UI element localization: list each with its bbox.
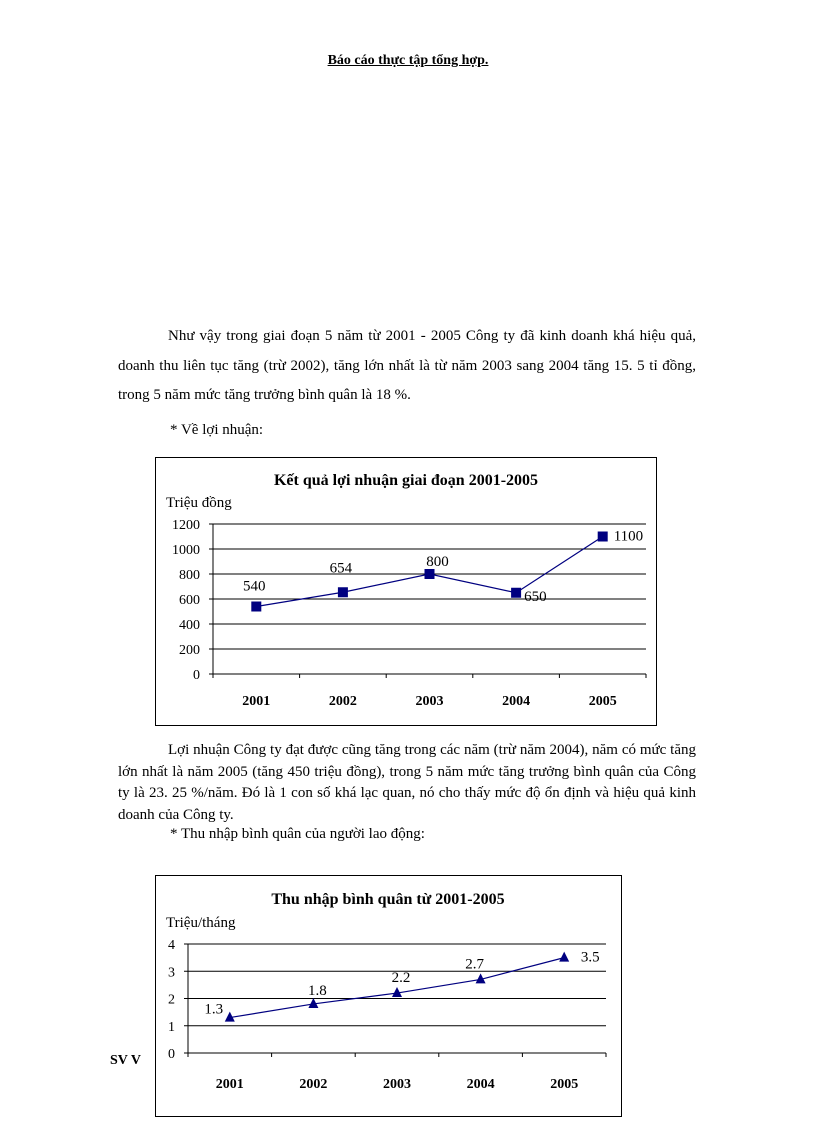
y-tick-label: 1000 [172,543,200,558]
section-income-heading: * Thu nhập bình quân của người lao động: [170,826,425,842]
data-label: 2.2 [391,970,411,987]
profit-chart [155,457,657,726]
y-tick-label: 0 [193,668,200,683]
chart-ylabel: Triệu đồng [166,495,232,511]
y-tick-label: 600 [179,593,200,608]
data-label: 1.8 [308,982,327,999]
paragraph-profit-summary [118,740,696,826]
y-tick-label: 2 [168,992,175,1008]
data-label: 1100 [613,528,644,545]
y-tick-label: 1 [168,1019,175,1035]
x-tick-label: 2005 [588,694,617,709]
income-chart-svg [156,876,621,1116]
data-label: 1.3 [204,1001,224,1018]
data-label: 3.5 [580,949,600,966]
data-point-marker [338,587,348,597]
x-tick-label: 2004 [466,1077,495,1092]
data-label: 650 [524,588,547,605]
data-point-marker [598,532,608,542]
section-profit-heading: * Về lợi nhuận: [170,422,264,438]
data-label: 2.7 [465,956,484,973]
footer-text: SV V [110,1053,142,1068]
x-tick-label: 2003 [415,694,444,709]
data-point-marker [511,588,521,598]
x-tick-label: 2001 [215,1077,244,1092]
y-tick-label: 200 [179,643,200,658]
x-tick-label: 2005 [550,1077,579,1092]
y-tick-label: 800 [179,568,200,583]
x-tick-label: 2001 [242,694,271,709]
paragraph-profit-text: Lợi nhuận Công ty đạt được cũng tăng trong các năm (trừ năm 2004), năm có mức tăng lớn nhất là năm 2005 (tăng 450 triệu đồng), trong 5 năm mức tăng trưởng bình quân của Công ty là 23. 25 %/năm. Đó là 1 con số khá lạc quan, nó cho thấy mức độ ổn định và hiệu quả kinh doanh của Công ty. [118,742,696,823]
x-tick-label: 2003 [383,1077,411,1092]
y-tick-label: 4 [168,938,175,953]
y-tick-label: 1200 [172,518,200,533]
profit-chart-svg [156,458,656,725]
y-tick-label: 0 [168,1047,175,1062]
chart-ylabel: Triệu/tháng [166,915,236,931]
x-tick-label: 2004 [502,694,531,709]
x-tick-label: 2002 [328,694,357,709]
report-title: Báo cáo thực tập tổng hợp. [327,53,489,68]
data-point-marker [251,602,261,612]
data-point-marker [425,569,435,579]
income-chart [155,875,622,1117]
paragraph-revenue-text: Như vậy trong giai đoạn 5 năm từ 2001 - 2005 Công ty đã kinh doanh khá hiệu quả, doanh thu liên tục tăng (trừ 2002), tăng lớn nhất là từ năm 2003 sang 2004 tăng 15. 5 tỉ đồng, trong 5 năm mức tăng trưởng bình quân là 18 %. [118,328,696,403]
data-point-marker [559,952,569,962]
chart-title: Thu nhập bình quân từ 2001-2005 [271,891,505,908]
data-label: 540 [243,578,266,595]
data-label: 654 [329,560,353,577]
paragraph-revenue-summary [118,322,696,411]
data-label: 800 [426,554,449,570]
y-tick-label: 3 [168,965,175,981]
chart-title: Kết quả lợi nhuận giai đoạn 2001-2005 [273,472,539,489]
y-tick-label: 400 [179,618,200,633]
x-tick-label: 2002 [299,1077,328,1092]
